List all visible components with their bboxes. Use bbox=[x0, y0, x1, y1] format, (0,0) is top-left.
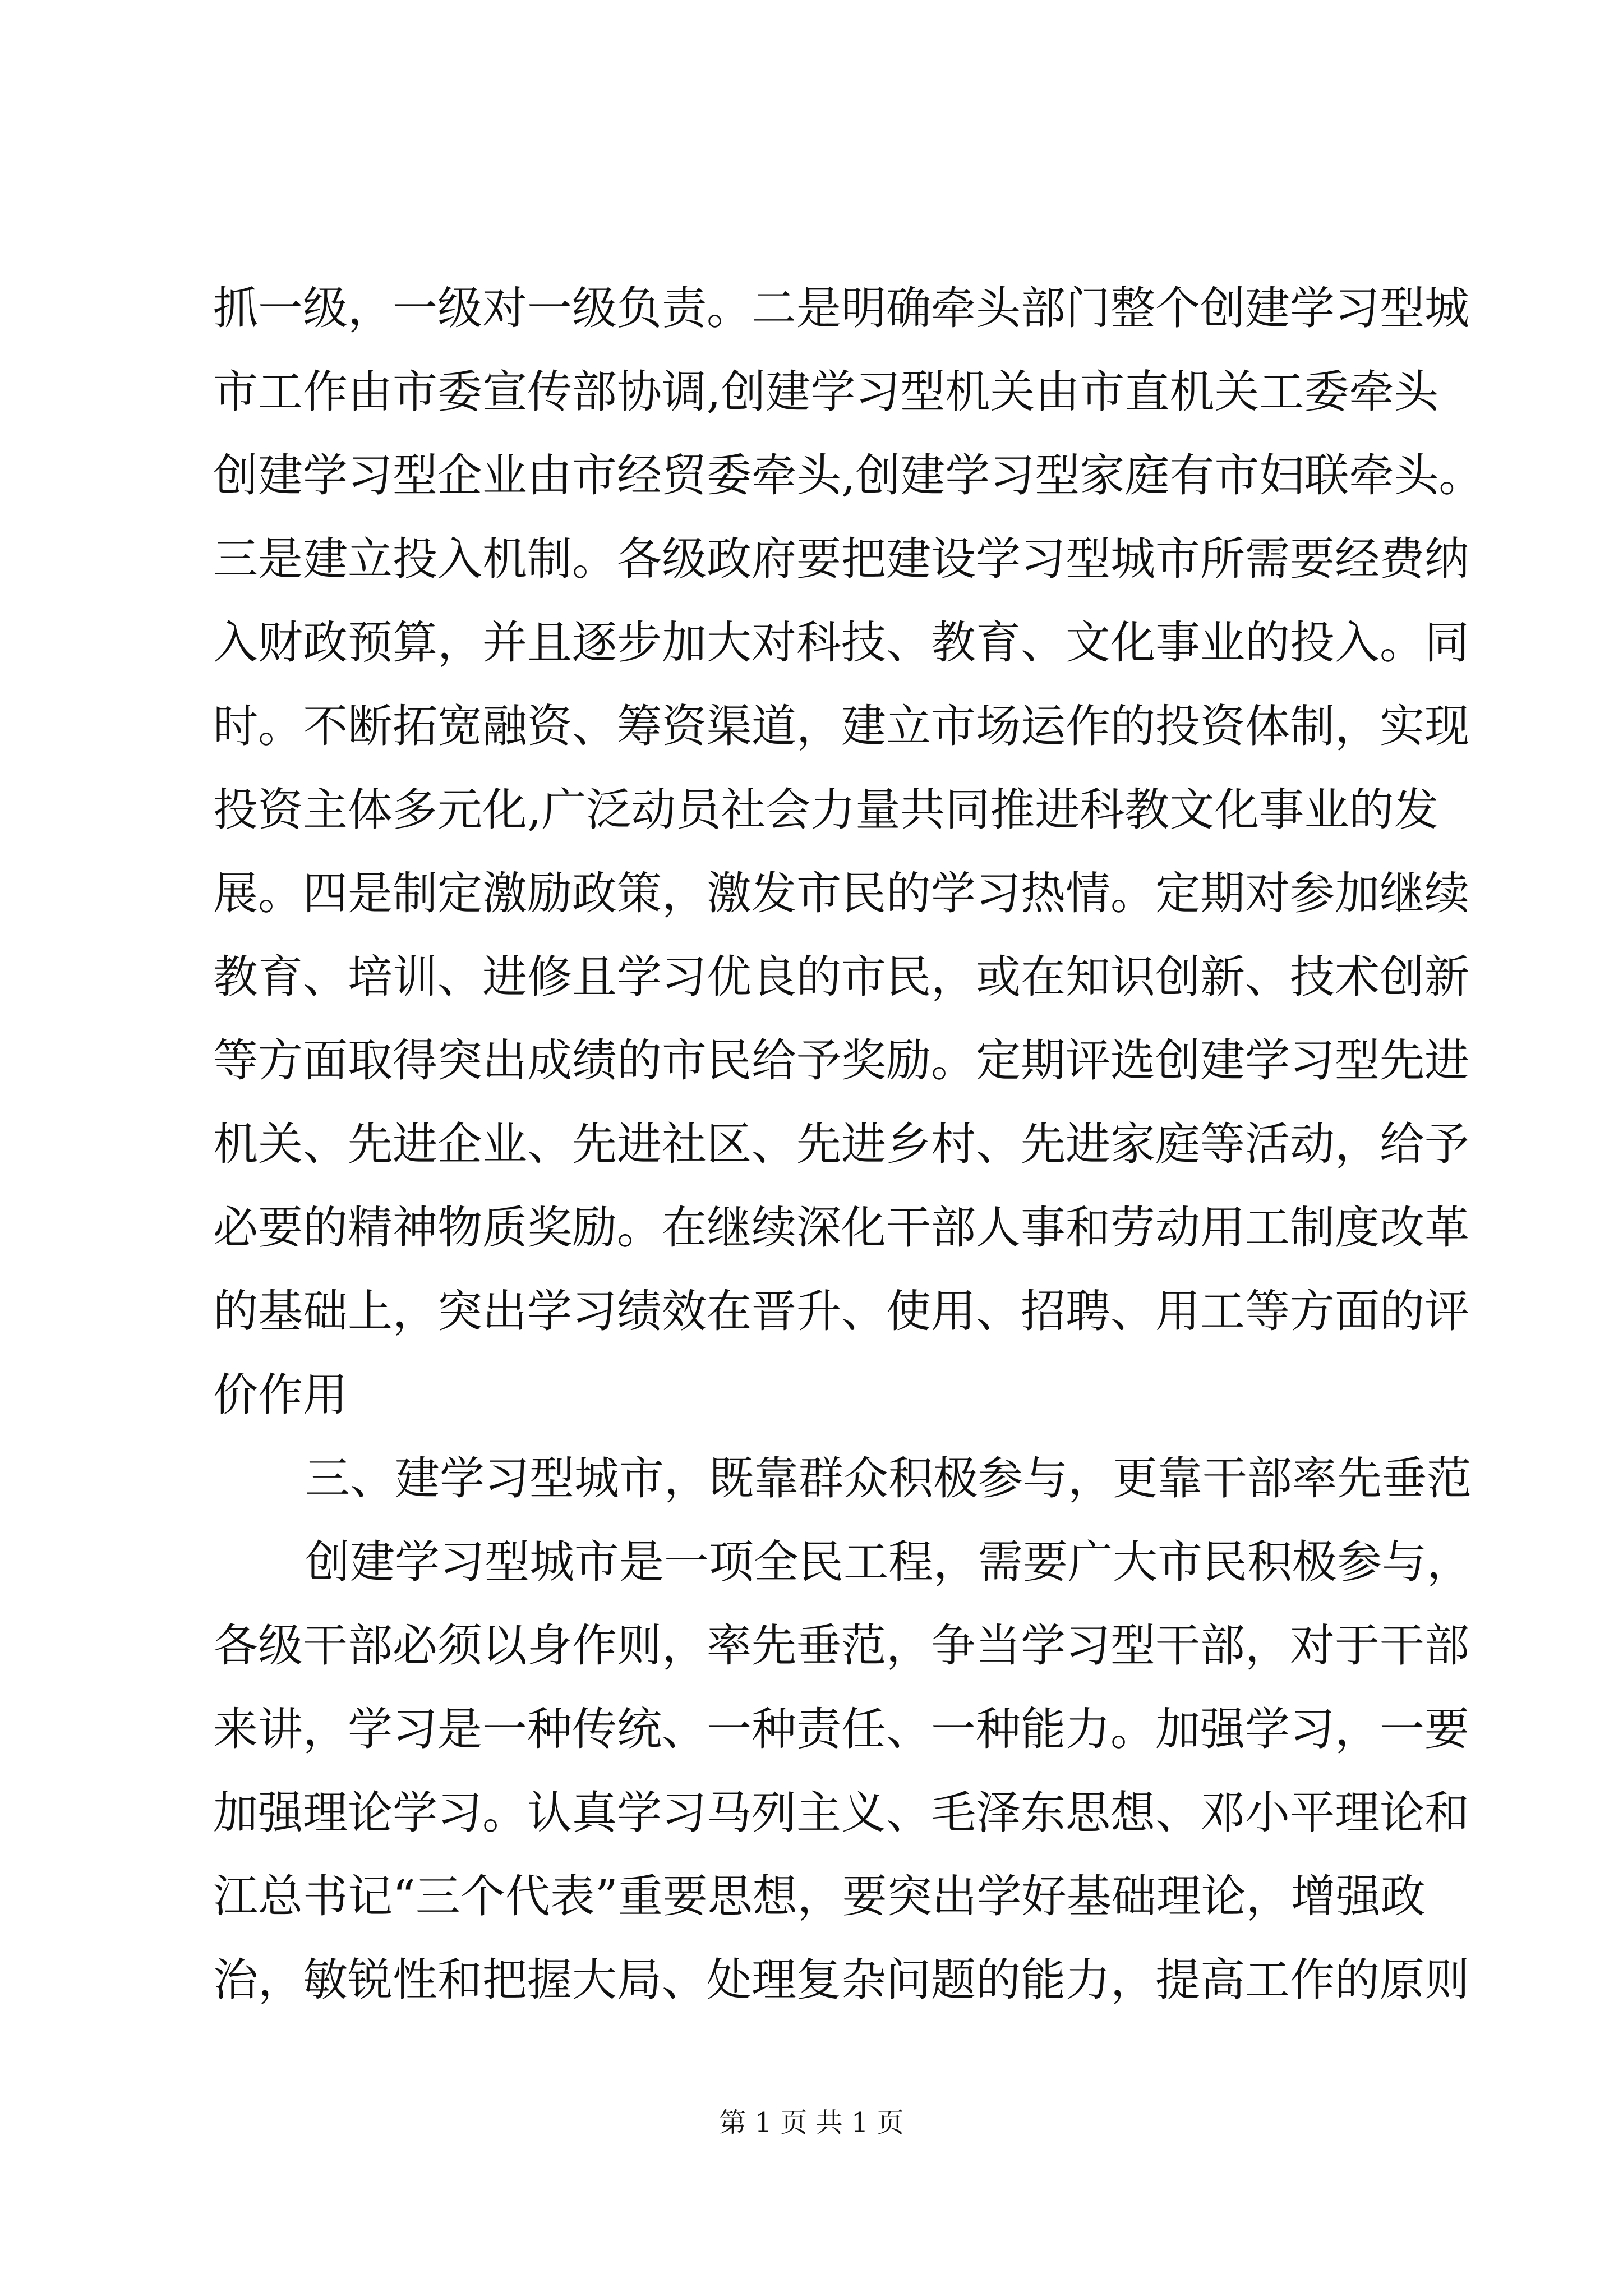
text-line-10: 等方面取得突出成绩的市民给予奖励。定期评选创建学习型先进 bbox=[213, 1034, 1469, 1087]
text-line-21: 治，敏锐性和把握大局、处理复杂问题的能力，提高工作的原则 bbox=[213, 1954, 1469, 2006]
text-line-16: 创建学习型城市是一项全民工程，需要广大市民积极参与， bbox=[305, 1536, 1472, 1588]
text-line-19: 加强理论学习。认真学习马列主义、毛泽东思想、邓小平理论和 bbox=[213, 1787, 1469, 1839]
body-text bbox=[213, 266, 1484, 2022]
text-line-18: 来讲，学习是一种传统、一种责任、一种能力。加强学习，一要 bbox=[213, 1703, 1469, 1755]
page-footer: 第 1 页 共 1 页 bbox=[719, 2107, 904, 2138]
text-line-11: 机关、先进企业、先进社区、先进乡村、先进家庭等活动，给予 bbox=[213, 1118, 1469, 1170]
text-line-1: 抓一级，一级对一级负责。二是明确牵头部门整个创建学习型城 bbox=[213, 282, 1469, 334]
text-line-17: 各级干部必须以身作则，率先垂范，争当学习型干部，对于干部 bbox=[213, 1619, 1469, 1672]
text-line-4: 三是建立投入机制。各级政府要把建设学习型城市所需要经费纳 bbox=[213, 533, 1469, 585]
text-line-7: 投资主体多元化,广泛动员社会力量共同推进科教文化事业的发 bbox=[213, 784, 1439, 836]
text-line-12: 必要的精神物质奖励。在继续深化干部人事和劳动用工制度改革 bbox=[213, 1202, 1469, 1254]
text-line-5: 入财政预算，并且逐步加大对科技、教育、文化事业的投入。同 bbox=[213, 616, 1469, 669]
text-line-20: 江总书记“三个代表”重要思想，要突出学好基础理论，增强政 bbox=[213, 1870, 1426, 1922]
text-line-2: 市工作由市委宣传部协调,创建学习型机关由市直机关工委牵头 bbox=[213, 366, 1439, 418]
text-line-8: 展。四是制定激励政策，激发市民的学习热情。定期对参加继续 bbox=[213, 867, 1469, 919]
text-line-14: 价作用 bbox=[213, 1369, 348, 1421]
text-line-3: 创建学习型企业由市经贸委牵头,创建学习型家庭有市妇联牵头。 bbox=[213, 449, 1484, 501]
text-line-6: 时。不断拓宽融资、筹资渠道，建立市场运作的投资体制，实现 bbox=[213, 700, 1469, 752]
section-heading: 三、建学习型城市，既靠群众积极参与，更靠干部率先垂范 bbox=[305, 1452, 1472, 1504]
text-line-13: 的基础上，突出学习绩效在晋升、使用、招聘、用工等方面的评 bbox=[213, 1285, 1469, 1337]
text-line-9: 教育、培训、进修且学习优良的市民，或在知识创新、技术创新 bbox=[213, 951, 1469, 1003]
